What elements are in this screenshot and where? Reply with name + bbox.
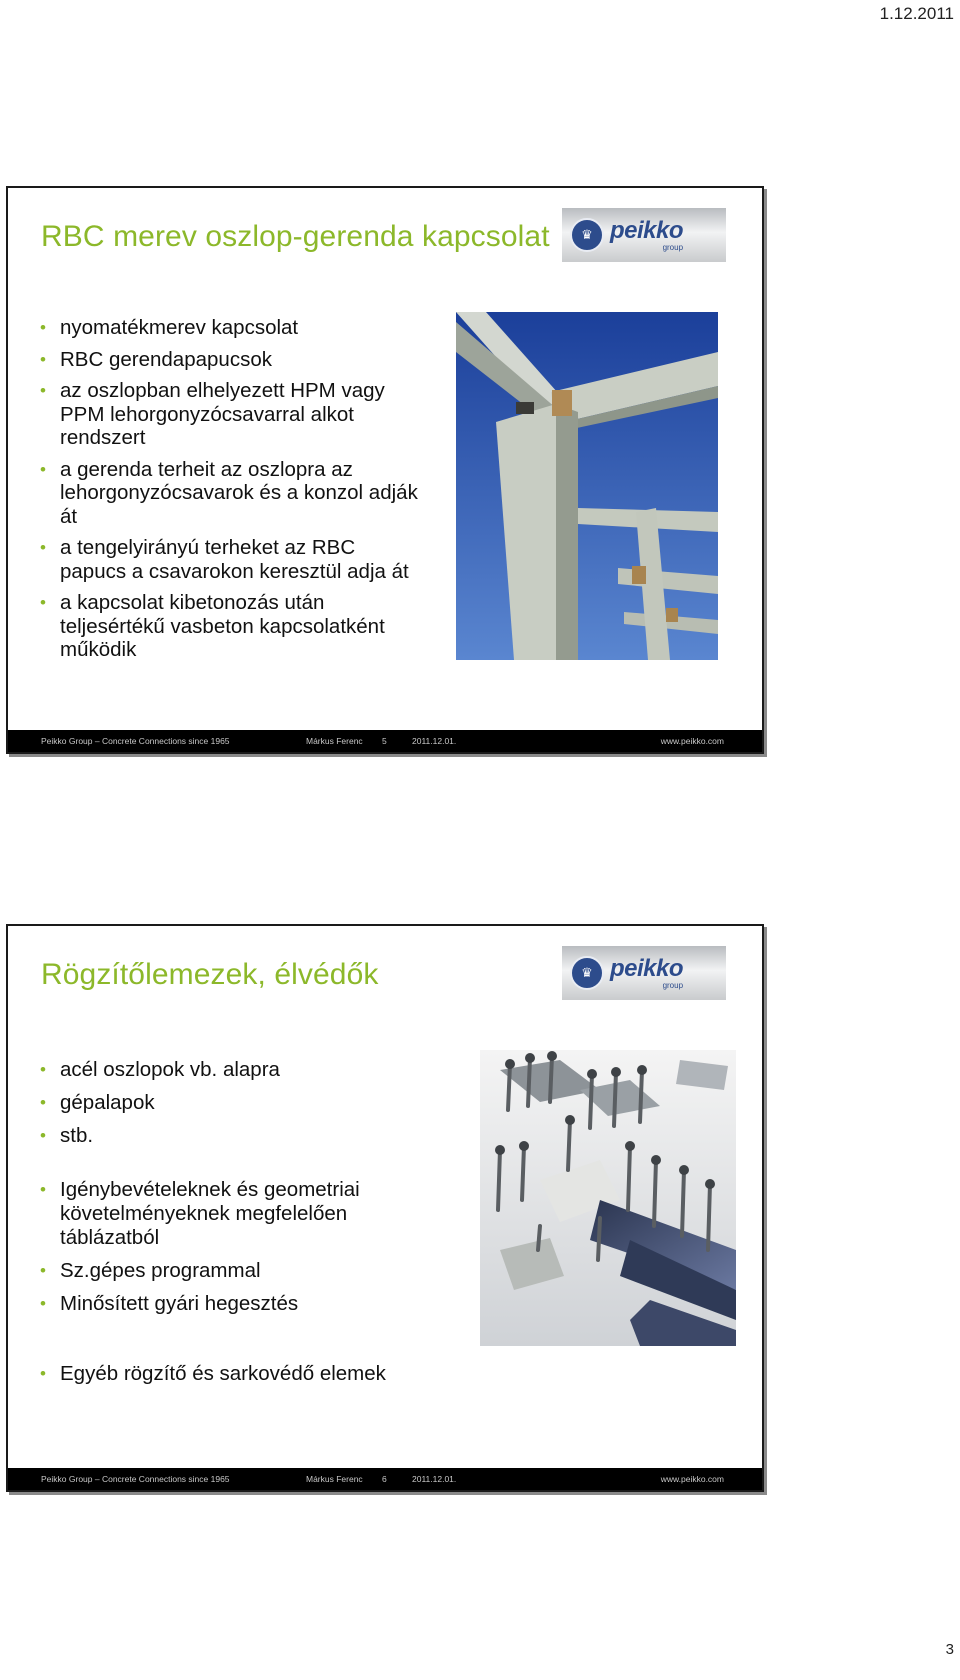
slide-6 [6,924,764,1492]
bullet-list [38,1058,448,1157]
slide-footer [8,1468,762,1490]
footer-author: Márkus Ferenc [306,1474,363,1484]
footer-date: 2011.12.01. [412,736,457,746]
list-item: • a kapcsolat kibetonozás után teljesértékű vasbeton kapcsolatként működik [38,591,418,662]
list-item: • a tengelyirányú terheket az RBC papucs a csavarokon keresztül adja át [38,536,418,583]
bullet-list [38,316,418,670]
footer-date: 2011.12.01. [412,1474,457,1484]
footer-author: Márkus Ferenc [306,736,363,746]
list-item: • gépalapok [38,1091,448,1115]
peikko-logo [562,208,726,262]
list-item: • acél oszlopok vb. alapra [38,1058,448,1082]
logo-word: peikko [610,954,684,982]
footer-url: www.peikko.com [660,736,724,746]
footer-url: www.peikko.com [660,1474,724,1484]
footer-company: Peikko Group – Concrete Connections since 1965 [41,1474,230,1484]
list-item: • a gerenda terheit az oszlopra az lehorgonyzócsavarok és a konzol adják át [38,458,418,529]
lion-emblem-icon: ♛ [570,956,604,990]
list-item: • Minősített gyári hegesztés [38,1292,448,1316]
peikko-logo [562,946,726,1000]
footer-company: Peikko Group – Concrete Connections since 1965 [41,736,230,746]
footer-slide-number: 5 [382,736,387,746]
list-item: • Igénybevételeknek és geometriai követelményeknek megfelelően táblázatból [38,1178,448,1250]
list-item: • az oszlopban elhelyezett HPM vagy PPM lehorgonyzócsavarral alkot rendszert [38,379,418,450]
logo-sub: group [662,980,684,990]
anchor-plates-photo [480,1050,736,1346]
list-item: • stb. [38,1124,448,1148]
lion-emblem-icon: ♛ [570,218,604,252]
list-item: • nyomatékmerev kapcsolat [38,316,418,340]
bullet-list [38,1362,448,1395]
page-number: 3 [945,1641,954,1658]
list-item: • Sz.gépes programmal [38,1259,448,1283]
list-item: • Egyéb rögzítő és sarkovédő elemek [38,1362,448,1386]
slide-title: Rögzítőlemezek, élvédők [41,958,379,991]
logo-sub: group [662,242,684,252]
list-item: • RBC gerendapapucsok [38,348,418,372]
page-date: 1.12.2011 [879,4,954,23]
footer-slide-number: 6 [382,1474,387,1484]
logo-word: peikko [610,216,684,244]
slide-5 [6,186,764,754]
slide-title: RBC merev oszlop-gerenda kapcsolat [41,220,550,253]
bullet-list [38,1178,448,1325]
precast-frame-photo [456,312,718,660]
slide-footer [8,730,762,752]
